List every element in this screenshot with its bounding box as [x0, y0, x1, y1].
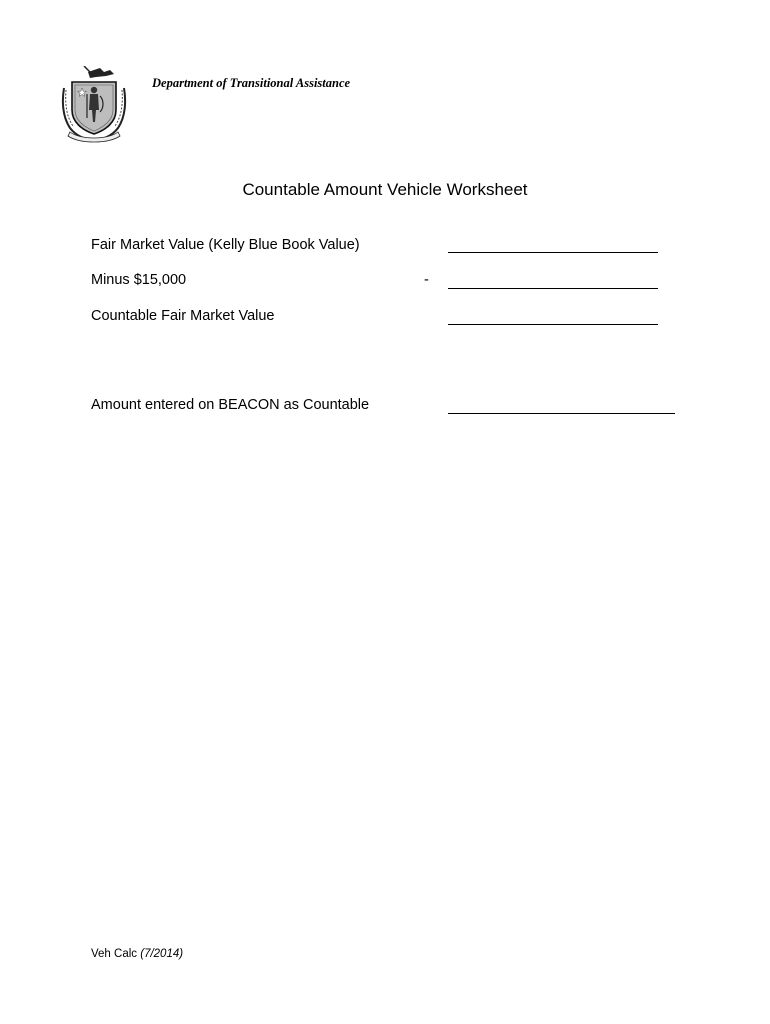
beacon-amount-field[interactable]: [448, 413, 675, 414]
beacon-amount-label: Amount entered on BEACON as Countable: [91, 397, 370, 413]
form-code: Veh Calc: [91, 948, 138, 960]
form-date: (7/2014): [140, 948, 184, 960]
countable-fair-market-value-field[interactable]: [448, 324, 658, 325]
countable-fair-market-value-label: Countable Fair Market Value: [91, 308, 275, 324]
form-footer: [91, 948, 183, 960]
department-name: Department of Transitional Assistance: [152, 76, 351, 90]
minus-amount-field[interactable]: [448, 288, 658, 289]
state-seal-icon: [60, 66, 128, 144]
fair-market-value-field[interactable]: [448, 252, 658, 253]
fair-market-value-label: Fair Market Value (Kelly Blue Book Value): [91, 237, 360, 253]
minus-label: Minus $15,000: [91, 272, 187, 288]
page-title: Countable Amount Vehicle Worksheet: [242, 180, 528, 199]
minus-operator: -: [424, 272, 429, 288]
